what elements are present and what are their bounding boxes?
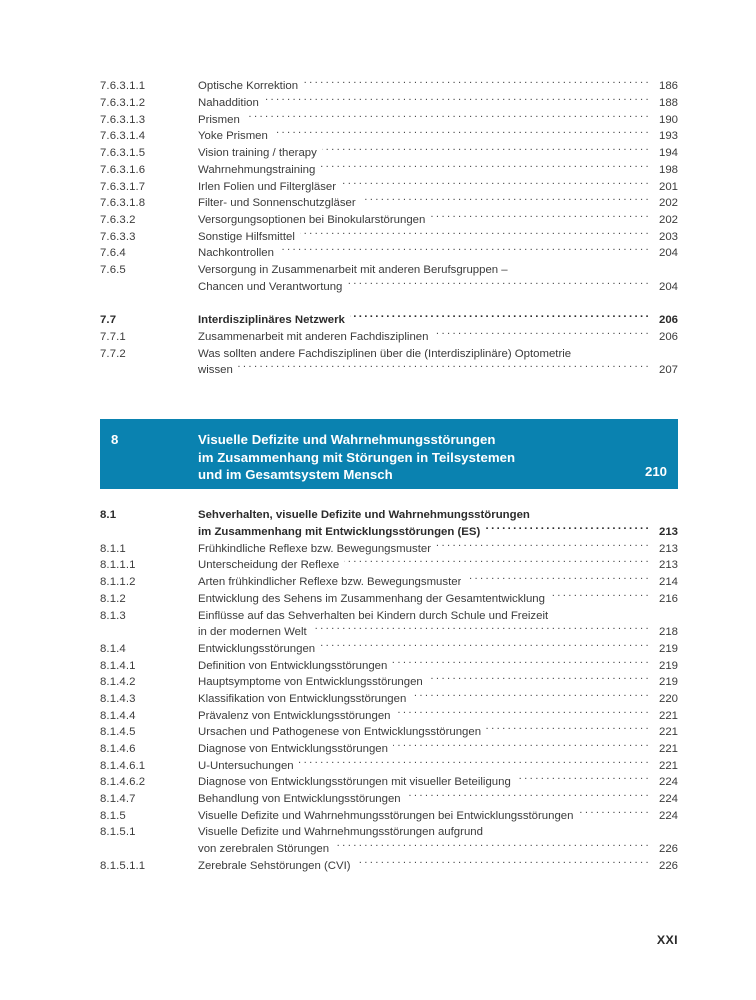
toc-entry-number: 8.1.4.2: [100, 676, 136, 689]
toc-entry-number: 8.1.4.5: [100, 726, 136, 739]
toc-leader-dots: [553, 607, 675, 618]
toc-entry-title: Was sollten andere Fachdisziplinen über die (Interdisziplinäre) Optometrie: [198, 347, 572, 360]
toc-entry-page: 213: [658, 542, 678, 555]
toc-leader-dots: [576, 345, 675, 356]
toc-entry-number: 7.7.1: [100, 331, 126, 344]
toc-leader-dots: [312, 624, 651, 635]
toc-entry[interactable]: [100, 691, 678, 708]
toc-entry-page: 224: [658, 793, 678, 806]
toc-entry-number: 7.6.3.1.2: [100, 97, 146, 110]
toc-entry[interactable]: [100, 161, 678, 178]
toc-entry-number: 7.6.5: [100, 263, 126, 276]
toc-entry-title-line-2: im Zusammenhang mit Entwicklungsstörungen (ES): [198, 526, 481, 539]
toc-entry-title: Ursachen und Pathogenese von Entwicklungsstörungen: [198, 726, 482, 739]
toc-entry-page: 198: [658, 163, 678, 176]
toc-entry-title: Optische Korrektion: [198, 80, 299, 93]
toc-entry-page: 206: [658, 314, 678, 327]
toc-leader-dots: [361, 195, 651, 206]
toc-entry-number: 7.6.3.1.1: [100, 80, 146, 93]
toc-entry[interactable]: [100, 178, 678, 195]
toc-entry-title: Diagnose von Entwicklungsstörungen mit visueller Beteiligung: [198, 776, 511, 789]
toc-entry-title-line-2: Chancen und Verantwortung: [198, 280, 343, 293]
chapter-title-line-1: Visuelle Defizite und Wahrnehmungsstörungen: [198, 432, 496, 447]
toc-entry[interactable]: [100, 540, 678, 557]
toc-entry[interactable]: [100, 791, 678, 808]
toc-entry-page: 213: [658, 526, 678, 539]
toc-entry-continuation[interactable]: [100, 278, 678, 295]
toc-entry-title: Entwicklungsstörungen: [198, 642, 316, 655]
toc-entry[interactable]: [100, 507, 678, 524]
toc-entry[interactable]: [100, 312, 678, 329]
toc-leader-dots: [466, 574, 651, 585]
toc-entry-continuation[interactable]: [100, 841, 678, 858]
toc-entry[interactable]: [100, 78, 678, 95]
toc-leader-dots: [395, 707, 651, 718]
toc-entry-title-line-2: in der modernen Welt: [198, 626, 307, 639]
chapter-title: [198, 431, 608, 484]
toc-entry[interactable]: [100, 95, 678, 112]
toc-entry-page: 202: [658, 213, 678, 226]
toc-entry-title: Visuelle Defizite und Wahrnehmungsstörungen bei Entwicklungsstörungen: [198, 809, 574, 822]
toc-leader-dots: [356, 857, 651, 868]
toc-entry-title: Interdisziplinäres Netzwerk: [198, 314, 345, 327]
toc-entry-number: 7.6.3.1.6: [100, 163, 146, 176]
toc-entry-title: Entwicklung des Sehens im Zusammenhang der Gesamtentwicklung: [198, 592, 545, 605]
toc-entry-page: 224: [658, 776, 678, 789]
toc-leader-dots: [393, 741, 651, 752]
toc-entry-page: 214: [658, 576, 678, 589]
toc-entry-title: Filter- und Sonnenschutzgläser: [198, 197, 356, 210]
toc-entry[interactable]: [100, 245, 678, 262]
toc-leader-dots: [299, 757, 651, 768]
toc-entry-number: 8.1.3: [100, 609, 126, 622]
toc-entry[interactable]: [100, 757, 678, 774]
toc-entry-page: 201: [658, 180, 678, 193]
toc-entry-title: U-Untersuchungen: [198, 759, 294, 772]
toc-leader-dots: [513, 262, 675, 273]
toc-leader-dots: [347, 278, 651, 289]
toc-section-7-6: [100, 78, 678, 379]
toc-entry-page: 213: [658, 559, 678, 572]
toc-leader-dots: [578, 807, 651, 818]
toc-entry[interactable]: [100, 657, 678, 674]
toc-leader-dots: [245, 111, 651, 122]
toc-entry-title: Versorgungsoptionen bei Binokularstörungen: [198, 213, 426, 226]
toc-entry-title: Yoke Prismen: [198, 130, 268, 143]
toc-leader-dots: [406, 791, 651, 802]
toc-entry-page: 204: [658, 280, 678, 293]
toc-entry-title: Wahrnehmungstraining: [198, 163, 316, 176]
toc-entry-title: Hauptsymptome von Entwicklungsstörungen: [198, 676, 423, 689]
toc-entry-number: 7.6.3.1.3: [100, 113, 146, 126]
toc-entry-title: Klassifikation von Entwicklungsstörungen: [198, 692, 407, 705]
toc-leader-dots: [279, 245, 651, 256]
toc-entry-page: 202: [658, 197, 678, 210]
toc-entry-title: Prävalenz von Entwicklungsstörungen: [198, 709, 391, 722]
page-folio: XXI: [656, 933, 678, 947]
toc-entry-title: Definition von Entwicklungsstörungen: [198, 659, 388, 672]
toc-leader-dots: [430, 212, 651, 223]
toc-entry-page: 221: [658, 726, 678, 739]
toc-entry[interactable]: [100, 674, 678, 691]
toc-leader-dots: [264, 95, 651, 106]
toc-entry-number: 8.1.2: [100, 592, 126, 605]
toc-entry[interactable]: [100, 329, 678, 346]
toc-leader-dots: [322, 145, 651, 156]
toc-entry-number: 8.1.4.6.2: [100, 776, 146, 789]
toc-leader-dots: [238, 362, 651, 373]
toc-entry-number: 8.1.1.2: [100, 576, 136, 589]
toc-entry[interactable]: [100, 111, 678, 128]
toc-leader-dots: [428, 674, 651, 685]
toc-entry-page: 216: [658, 592, 678, 605]
toc-entry[interactable]: [100, 557, 678, 574]
toc-entry-number: 8.1.4.1: [100, 659, 136, 672]
toc-entry-title: Behandlung von Entwicklungsstörungen: [198, 793, 401, 806]
toc-entry-number: 8.1.5: [100, 809, 126, 822]
toc-entry-number: 8.1.4.7: [100, 793, 136, 806]
toc-leader-dots: [300, 228, 651, 239]
toc-entry-page: 226: [658, 843, 678, 856]
toc-entry-page: 218: [658, 626, 678, 639]
toc-entry-number: 8.1.5.1.1: [100, 859, 146, 872]
toc-leader-dots: [334, 841, 651, 852]
toc-entry[interactable]: [100, 574, 678, 591]
toc-entry-continuation[interactable]: [100, 624, 678, 641]
toc-leader-dots: [303, 78, 651, 89]
toc-entry-page: 194: [658, 147, 678, 160]
chapter-page-number: 210: [644, 464, 667, 479]
toc-entry-title: Diagnose von Entwicklungsstörungen: [198, 743, 388, 756]
toc-entry-number: 8.1.4: [100, 642, 126, 655]
toc-entry-page: 193: [658, 130, 678, 143]
toc-leader-dots: [320, 161, 651, 172]
toc-entry-title: Visuelle Defizite und Wahrnehmungsstörungen aufgrund: [198, 826, 483, 839]
toc-entry[interactable]: [100, 262, 678, 279]
toc-leader-dots: [273, 128, 651, 139]
toc-entry-title: Nachkontrollen: [198, 247, 274, 260]
toc-leader-dots: [436, 540, 651, 551]
toc-entry-number: 7.6.3.1.7: [100, 180, 146, 193]
toc-entry-number: 7.6.3.3: [100, 230, 136, 243]
toc-entry-page: 204: [658, 247, 678, 260]
chapter-title-line-2: im Zusammenhang mit Störungen in Teilsystemen: [198, 449, 516, 465]
chapter-banner-8[interactable]: [100, 419, 678, 489]
toc-leader-dots: [485, 524, 651, 535]
chapter-number: 8: [111, 432, 119, 447]
toc-entry-title: Nahaddition: [198, 97, 259, 110]
toc-entry-number: 8.1.5.1: [100, 826, 136, 839]
toc-entry-page: 221: [658, 743, 678, 756]
toc-entry-number: 7.6.3.1.8: [100, 197, 146, 210]
toc-entry-number: 7.7: [100, 314, 117, 327]
toc-leader-dots: [341, 178, 651, 189]
toc-entry[interactable]: [100, 128, 678, 145]
toc-entry-number: 7.7.2: [100, 347, 126, 360]
toc-entry-number: 8.1.1: [100, 542, 126, 555]
toc-entry-number: 8.1.4.6.1: [100, 759, 146, 772]
toc-entry-page: 221: [658, 759, 678, 772]
toc-entry[interactable]: [100, 857, 678, 874]
toc-entry-page: 219: [658, 659, 678, 672]
toc-entry[interactable]: [100, 228, 678, 245]
toc-entry-page: 220: [658, 692, 678, 705]
toc-leader-dots: [516, 774, 651, 785]
toc-entry-title: Versorgung in Zusammenarbeit mit anderen Berufsgruppen –: [198, 263, 508, 276]
toc-entry[interactable]: [100, 145, 678, 162]
toc-entry-page: 207: [658, 364, 678, 377]
toc-entry-page: 190: [658, 113, 678, 126]
toc-entry-page: 186: [658, 80, 678, 93]
toc-entry[interactable]: [100, 707, 678, 724]
toc-entry-title: Frühkindliche Reflexe bzw. Bewegungsmuster: [198, 542, 431, 555]
toc-entry-number: 8.1.1.1: [100, 559, 136, 572]
toc-leader-dots: [433, 329, 651, 340]
toc-entry-page: 206: [658, 331, 678, 344]
toc-entry[interactable]: [100, 807, 678, 824]
toc-entry[interactable]: [100, 741, 678, 758]
toc-entry-continuation[interactable]: [100, 362, 678, 379]
toc-entry[interactable]: [100, 345, 678, 362]
toc-leader-dots: [486, 724, 651, 735]
toc-leader-dots: [535, 507, 675, 518]
toc-entry-title: Sonstige Hilfsmittel: [198, 230, 295, 243]
toc-entry-page: 221: [658, 709, 678, 722]
chapter-title-line-3: und im Gesamtsystem Mensch: [198, 467, 393, 483]
toc-entry-page: 219: [658, 676, 678, 689]
toc-entry[interactable]: [100, 590, 678, 607]
toc-entry-number: 7.6.4: [100, 247, 126, 260]
toc-entry-title: Unterscheidung der Reflexe: [198, 559, 340, 572]
toc-entry-page: 203: [658, 230, 678, 243]
toc-entry-title: Zerebrale Sehstörungen (CVI): [198, 859, 351, 872]
toc-entry[interactable]: [100, 774, 678, 791]
toc-entry-number: 7.6.3.1.4: [100, 130, 146, 143]
toc-leader-dots: [392, 657, 651, 668]
toc-entry-number: 8.1: [100, 509, 117, 522]
toc-entry-page: 224: [658, 809, 678, 822]
toc-entry-number: 7.6.3.2: [100, 213, 136, 226]
toc-leader-dots: [411, 691, 651, 702]
toc-entry-number: 8.1.4.6: [100, 743, 136, 756]
toc-entry-title: Vision training / therapy: [198, 147, 317, 160]
toc-entry[interactable]: [100, 824, 678, 841]
toc-section-8-1: [100, 507, 678, 874]
toc-entry[interactable]: [100, 641, 678, 658]
toc-entry-title-line-2: von zerebralen Störungen: [198, 843, 330, 856]
toc-leader-dots: [488, 824, 675, 835]
toc-entry-number: 8.1.4.3: [100, 692, 136, 705]
toc-entry-number: 8.1.4.4: [100, 709, 136, 722]
toc-entry-title: Zusammenarbeit mit anderen Fachdisziplinen: [198, 331, 429, 344]
toc-entry-page: 219: [658, 642, 678, 655]
toc-entry-title-line-2: wissen: [198, 364, 233, 377]
toc-entry-title: Prismen: [198, 113, 240, 126]
toc-entry[interactable]: [100, 607, 678, 624]
toc-entry-continuation[interactable]: [100, 524, 678, 541]
toc-entry[interactable]: [100, 212, 678, 229]
toc-entry-title: Arten frühkindlicher Reflexe bzw. Bewegungsmuster: [198, 576, 462, 589]
toc-entry[interactable]: [100, 195, 678, 212]
toc-entry-title: Irlen Folien und Filtergläser: [198, 180, 337, 193]
toc-leader-dots: [344, 557, 651, 568]
toc-entry-page: 226: [658, 859, 678, 872]
toc-entry[interactable]: [100, 724, 678, 741]
toc-entry-page: 188: [658, 97, 678, 110]
toc-entry-title: Einflüsse auf das Sehverhalten bei Kindern durch Schule und Freizeit: [198, 609, 549, 622]
toc-leader-dots: [320, 641, 651, 652]
toc-section-gap: [100, 295, 678, 312]
toc-entry-number: 7.6.3.1.5: [100, 147, 146, 160]
toc-leader-dots: [350, 312, 651, 323]
toc-entry-title: Sehverhalten, visuelle Defizite und Wahrnehmungsstörungen: [198, 509, 530, 522]
toc-leader-dots: [550, 590, 651, 601]
